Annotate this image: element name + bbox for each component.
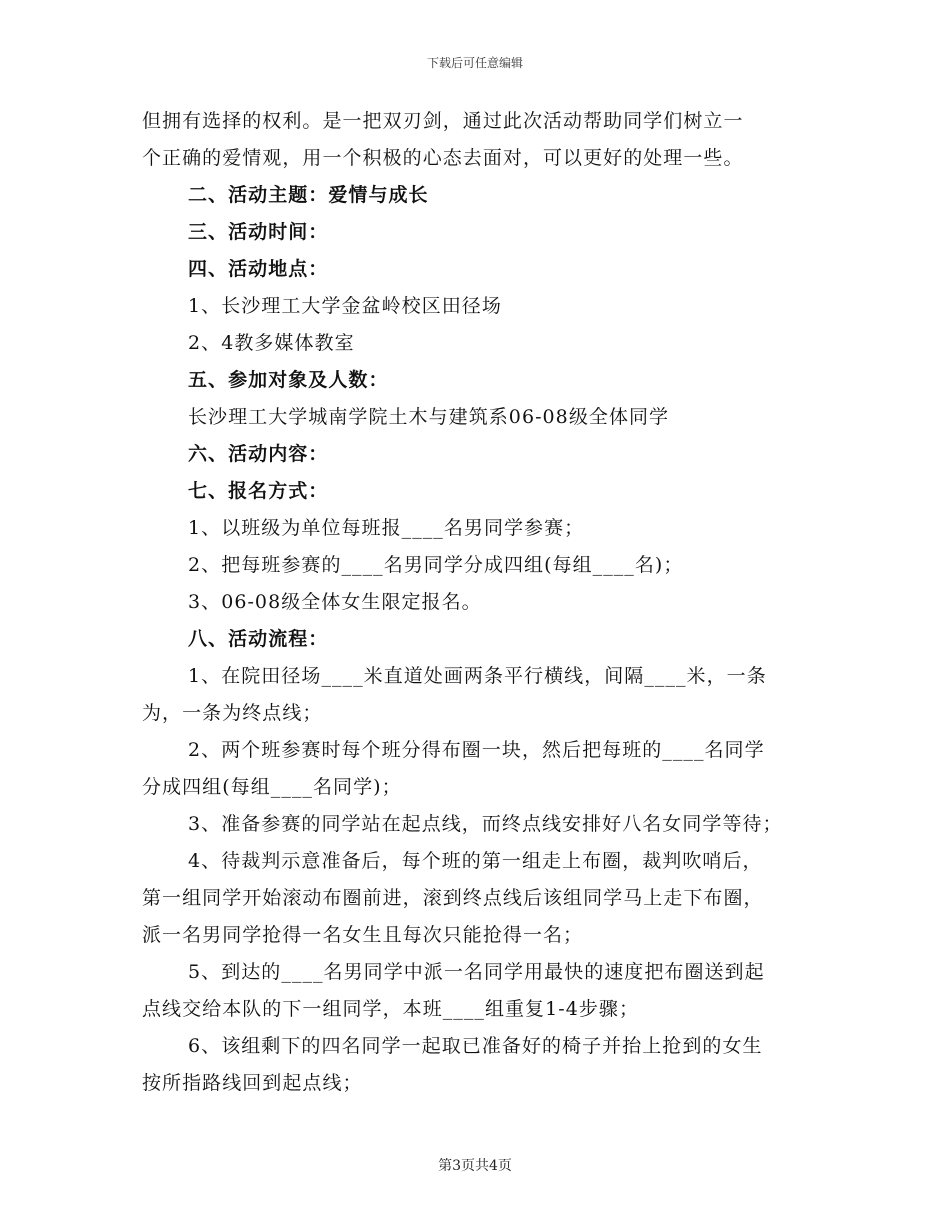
section-heading-content: 六、活动内容： [188, 443, 329, 465]
paragraph-line: 为，一条为终点线； [142, 702, 323, 724]
paragraph-line: 长沙理工大学城南学院土木与建筑系06-08级全体同学 [188, 406, 670, 428]
list-item: 1、以班级为单位每班报____名男同学参赛； [188, 517, 585, 539]
list-item: 2、4教多媒体教室 [188, 332, 355, 354]
list-item: 2、两个班参赛时每个班分得布圈一块，然后把每班的____名同学 [188, 739, 765, 761]
section-heading-process: 八、活动流程： [188, 628, 329, 650]
list-item: 5、到达的____名男同学中派一名同学用最快的速度把布圈送到起 [188, 961, 765, 983]
paragraph-line: 分成四组(每组____名同学)； [142, 776, 402, 798]
document-body [142, 103, 810, 1102]
paragraph-line: 第一组同学开始滚动布圈前进，滚到终点线后该组同学马上走下布圈， [142, 887, 764, 909]
paragraph-line: 点线交给本队的下一组同学，本班____组重复1-4步骤； [142, 998, 639, 1020]
list-item: 3、06-08级全体女生限定报名。 [188, 591, 482, 613]
section-heading-time: 三、活动时间： [188, 221, 329, 243]
paragraph-line: 个正确的爱情观，用一个积极的心态去面对，可以更好的处理一些。 [142, 147, 744, 169]
section-heading-theme: 二、活动主题：爱情与成长 [188, 184, 429, 206]
list-item: 6、该组剩下的四名同学一起取已准备好的椅子并抬上抢到的女生 [188, 1035, 763, 1057]
paragraph-line: 但拥有选择的权利。是一把双刃剑，通过此次活动帮助同学们树立一 [142, 110, 744, 132]
list-item: 1、长沙理工大学金盆岭校区田径场 [188, 295, 502, 317]
list-item: 1、在院田径场____米直道处画两条平行横线，间隔____米，一条 [188, 665, 767, 687]
list-item: 3、准备参赛的同学站在起点线，而终点线安排好八名女同学等待； [188, 813, 783, 835]
section-heading-participants: 五、参加对象及人数： [188, 369, 389, 391]
page-header: 下载后可任意编辑 [426, 56, 523, 70]
section-heading-registration: 七、报名方式： [188, 480, 329, 502]
paragraph-line: 派一名男同学抢得一名女生且每次只能抢得一名； [142, 924, 584, 946]
list-item: 2、把每班参赛的____名男同学分成四组(每组____名)； [188, 554, 684, 576]
page-number: 第3页共4页 [438, 1158, 512, 1174]
section-heading-location: 四、活动地点： [188, 258, 329, 280]
list-item: 4、待裁判示意准备后，每个班的第一组走上布圈，裁判吹哨后， [188, 850, 763, 872]
paragraph-line: 按所指路线回到起点线； [142, 1072, 363, 1094]
